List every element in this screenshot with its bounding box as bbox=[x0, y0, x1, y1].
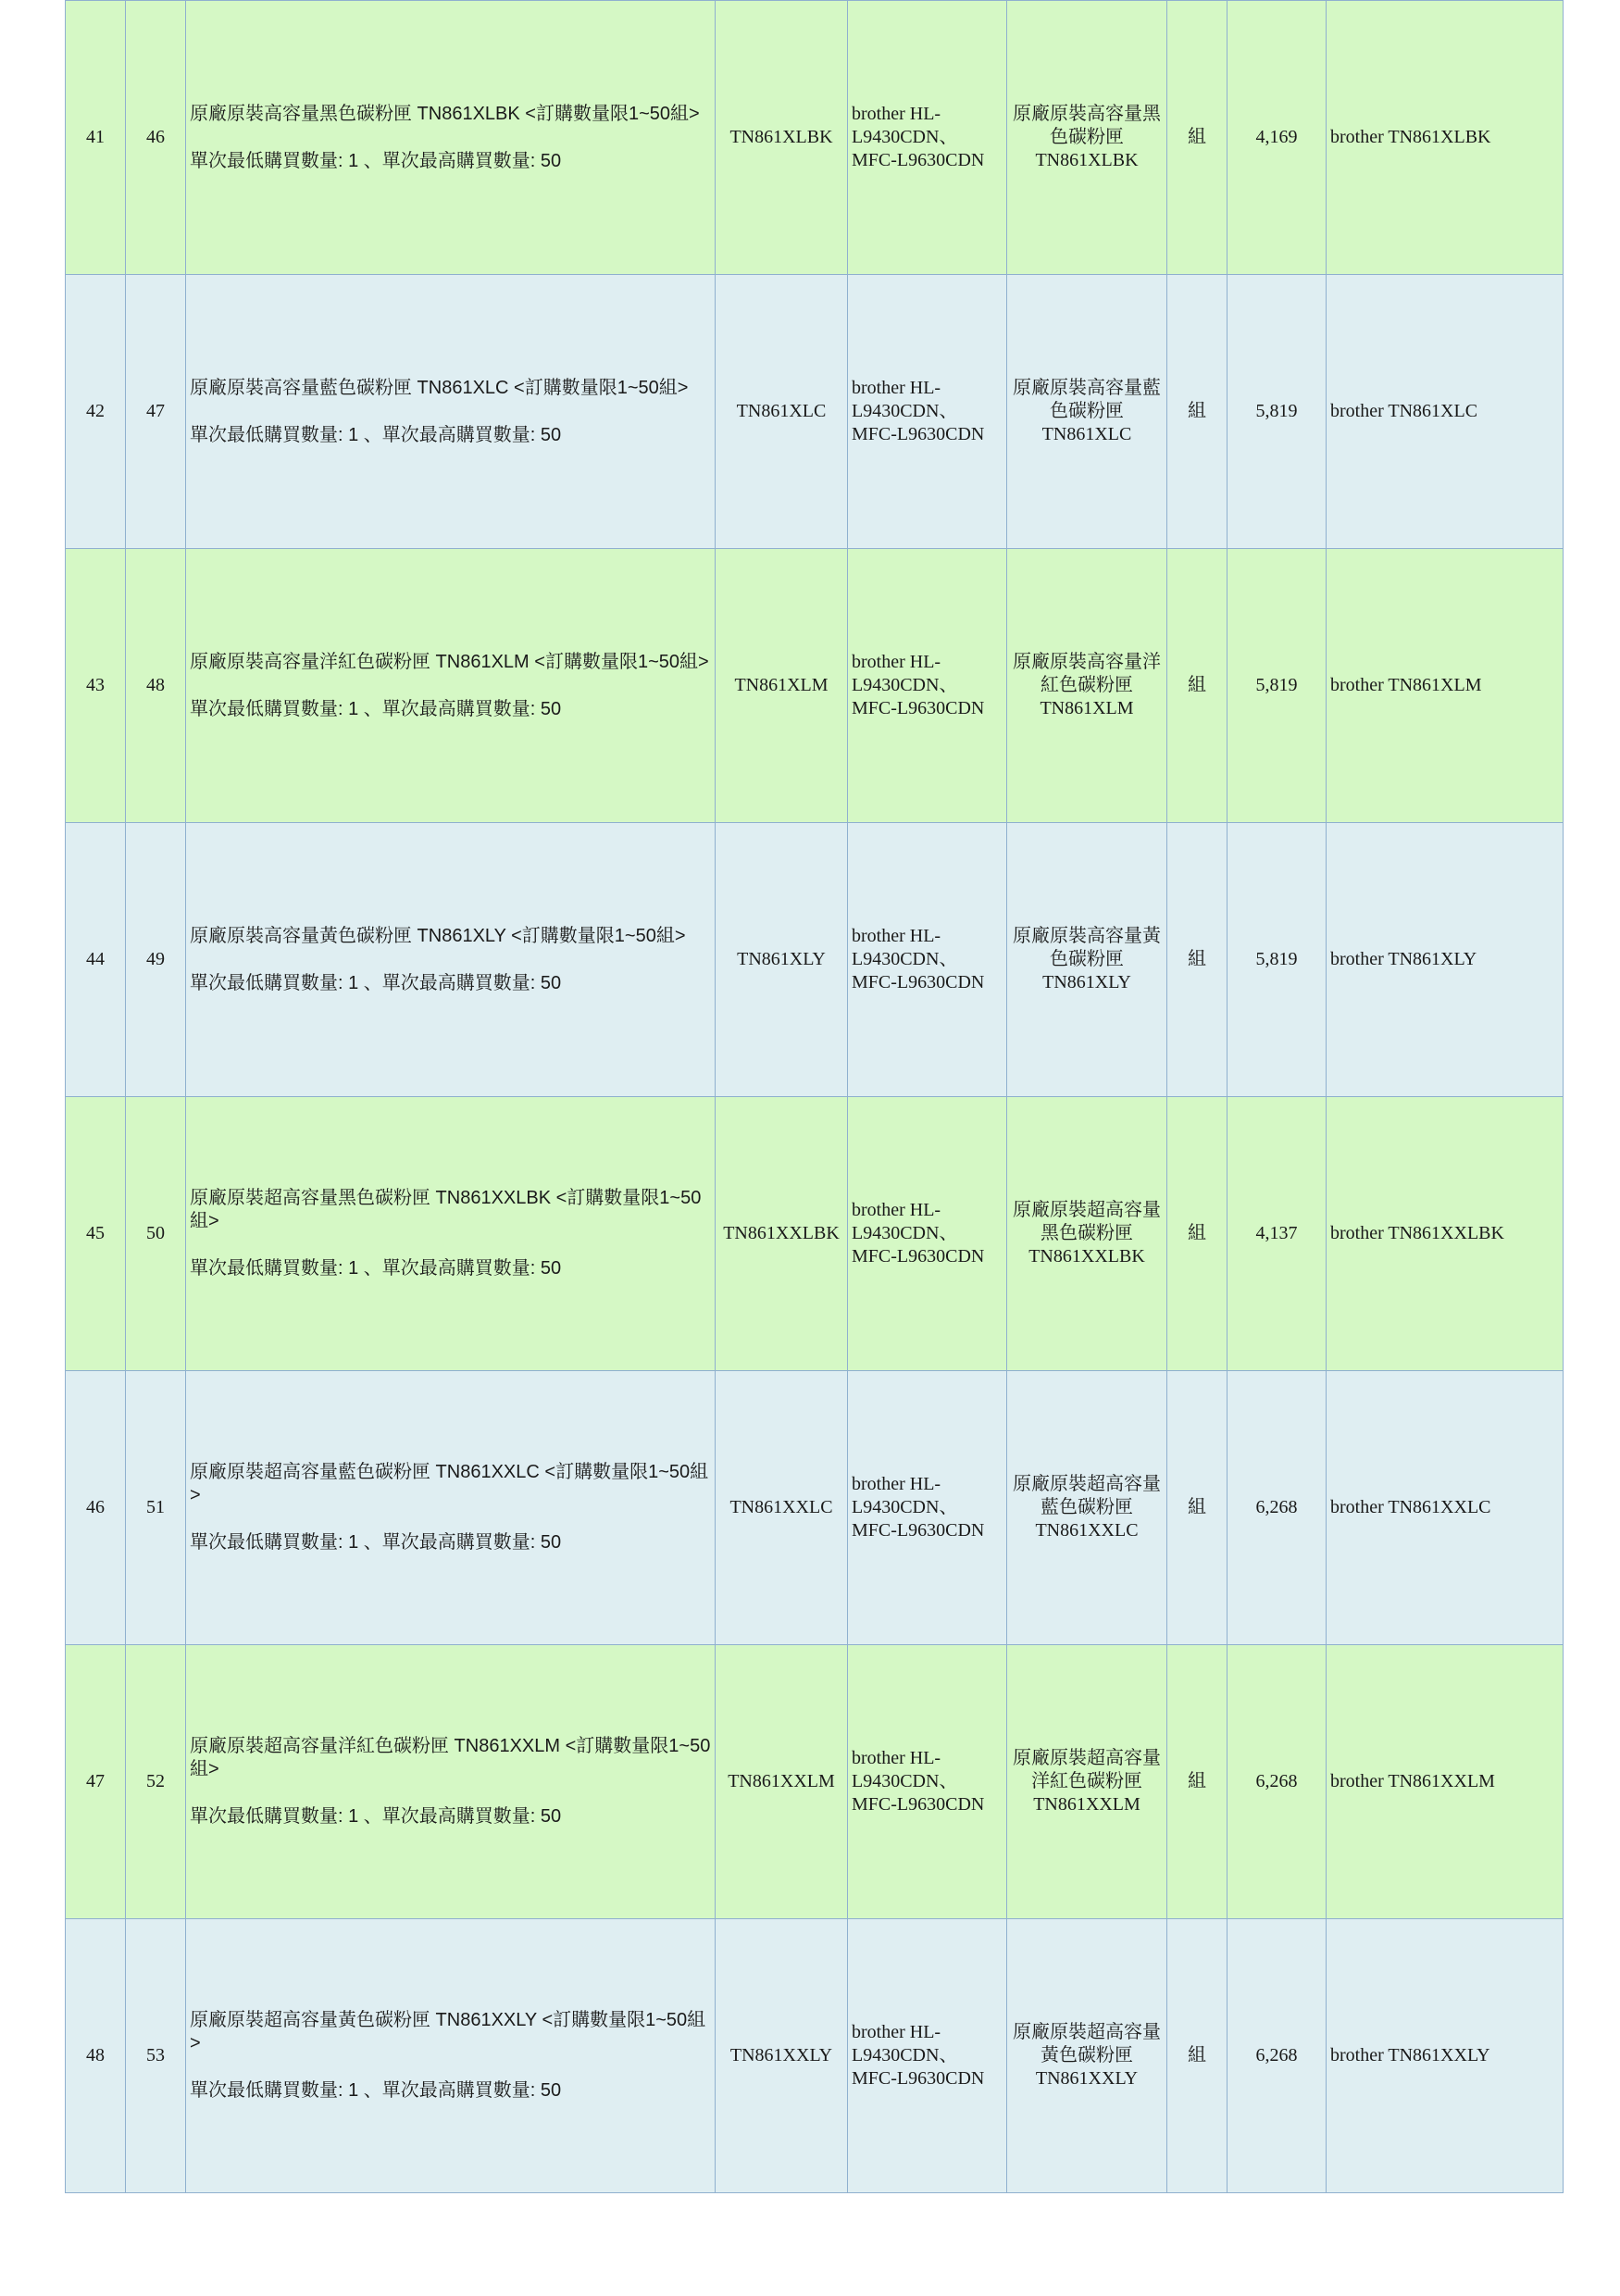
unit-price: 6,268 bbox=[1227, 1371, 1327, 1645]
description-text: 原廠原裝超高容量黃色碳粉匣 TN861XXLY <訂購數量限1~50組> bbox=[190, 2010, 706, 2053]
table-row bbox=[66, 1097, 1564, 1371]
unit-price: 6,268 bbox=[1227, 1919, 1327, 2193]
brand-model: brother TN861XXLC bbox=[1327, 1371, 1564, 1645]
product-name: 原廠原裝高容量黃色碳粉匣 TN861XLY bbox=[1007, 823, 1167, 1097]
table-row bbox=[66, 549, 1564, 823]
brand-model: brother TN861XXLY bbox=[1327, 1919, 1564, 2193]
row-index: 48 bbox=[66, 1919, 126, 2193]
item-number: 48 bbox=[126, 549, 186, 823]
row-index: 46 bbox=[66, 1371, 126, 1645]
row-index: 42 bbox=[66, 275, 126, 549]
item-description bbox=[186, 275, 716, 549]
row-index: 47 bbox=[66, 1645, 126, 1919]
unit-price: 5,819 bbox=[1227, 275, 1327, 549]
unit-price: 4,169 bbox=[1227, 1, 1327, 275]
item-description bbox=[186, 549, 716, 823]
model-number: TN861XLBK bbox=[716, 1, 848, 275]
item-number: 49 bbox=[126, 823, 186, 1097]
compatible-printers: brother HL-L9430CDN、MFC-L9630CDN bbox=[848, 823, 1007, 1097]
purchase-limit-text: 單次最低購買數量: 1 、單次最高購買數量: 50 bbox=[190, 424, 562, 445]
row-index: 44 bbox=[66, 823, 126, 1097]
model-number: TN861XXLC bbox=[716, 1371, 848, 1645]
product-name: 原廠原裝超高容量黃色碳粉匣 TN861XXLY bbox=[1007, 1919, 1167, 2193]
unit-price: 6,268 bbox=[1227, 1645, 1327, 1919]
description-text: 原廠原裝高容量黑色碳粉匣 TN861XLBK <訂購數量限1~50組> bbox=[190, 103, 700, 124]
unit: 組 bbox=[1167, 1919, 1227, 2193]
product-name: 原廠原裝高容量黑色碳粉匣 TN861XLBK bbox=[1007, 1, 1167, 275]
brand-model: brother TN861XLBK bbox=[1327, 1, 1564, 275]
description-text: 原廠原裝超高容量黑色碳粉匣 TN861XXLBK <訂購數量限1~50組> bbox=[190, 1188, 702, 1231]
unit-price: 4,137 bbox=[1227, 1097, 1327, 1371]
item-description bbox=[186, 1, 716, 275]
table-row bbox=[66, 1, 1564, 275]
item-number: 46 bbox=[126, 1, 186, 275]
product-name: 原廠原裝高容量藍色碳粉匣 TN861XLC bbox=[1007, 275, 1167, 549]
compatible-printers: brother HL-L9430CDN、MFC-L9630CDN bbox=[848, 1645, 1007, 1919]
product-name: 原廠原裝高容量洋紅色碳粉匣 TN861XLM bbox=[1007, 549, 1167, 823]
unit: 組 bbox=[1167, 275, 1227, 549]
unit-price: 5,819 bbox=[1227, 823, 1327, 1097]
purchase-limit-text: 單次最低購買數量: 1 、單次最高購買數量: 50 bbox=[190, 1532, 562, 1553]
compatible-printers: brother HL-L9430CDN、MFC-L9630CDN bbox=[848, 1, 1007, 275]
product-table bbox=[65, 0, 1564, 2193]
unit: 組 bbox=[1167, 1, 1227, 275]
description-text: 原廠原裝高容量藍色碳粉匣 TN861XLC <訂購數量限1~50組> bbox=[190, 377, 689, 398]
purchase-limit-text: 單次最低購買數量: 1 、單次最高購買數量: 50 bbox=[190, 698, 562, 719]
item-number: 51 bbox=[126, 1371, 186, 1645]
model-number: TN861XLC bbox=[716, 275, 848, 549]
item-description bbox=[186, 1371, 716, 1645]
item-number: 50 bbox=[126, 1097, 186, 1371]
compatible-printers: brother HL-L9430CDN、MFC-L9630CDN bbox=[848, 1919, 1007, 2193]
brand-model: brother TN861XLM bbox=[1327, 549, 1564, 823]
compatible-printers: brother HL-L9430CDN、MFC-L9630CDN bbox=[848, 1371, 1007, 1645]
table-row bbox=[66, 1371, 1564, 1645]
item-description bbox=[186, 1919, 716, 2193]
purchase-limit-text: 單次最低購買數量: 1 、單次最高購買數量: 50 bbox=[190, 150, 562, 171]
purchase-limit-text: 單次最低購買數量: 1 、單次最高購買數量: 50 bbox=[190, 972, 562, 993]
brand-model: brother TN861XLY bbox=[1327, 823, 1564, 1097]
table-row bbox=[66, 823, 1564, 1097]
model-number: TN861XLM bbox=[716, 549, 848, 823]
table-row bbox=[66, 275, 1564, 549]
model-number: TN861XXLM bbox=[716, 1645, 848, 1919]
unit: 組 bbox=[1167, 823, 1227, 1097]
model-number: TN861XXLY bbox=[716, 1919, 848, 2193]
description-text: 原廠原裝高容量洋紅色碳粉匣 TN861XLM <訂購數量限1~50組> bbox=[190, 651, 709, 672]
row-index: 45 bbox=[66, 1097, 126, 1371]
purchase-limit-text: 單次最低購買數量: 1 、單次最高購買數量: 50 bbox=[190, 1258, 562, 1279]
compatible-printers: brother HL-L9430CDN、MFC-L9630CDN bbox=[848, 1097, 1007, 1371]
compatible-printers: brother HL-L9430CDN、MFC-L9630CDN bbox=[848, 549, 1007, 823]
unit-price: 5,819 bbox=[1227, 549, 1327, 823]
product-name: 原廠原裝超高容量黑色碳粉匣 TN861XXLBK bbox=[1007, 1097, 1167, 1371]
row-index: 41 bbox=[66, 1, 126, 275]
brand-model: brother TN861XLC bbox=[1327, 275, 1564, 549]
unit: 組 bbox=[1167, 549, 1227, 823]
purchase-limit-text: 單次最低購買數量: 1 、單次最高購買數量: 50 bbox=[190, 2080, 562, 2101]
product-name: 原廠原裝超高容量洋紅色碳粉匣 TN861XXLM bbox=[1007, 1645, 1167, 1919]
description-text: 原廠原裝高容量黃色碳粉匣 TN861XLY <訂購數量限1~50組> bbox=[190, 925, 686, 946]
item-number: 52 bbox=[126, 1645, 186, 1919]
description-text: 原廠原裝超高容量洋紅色碳粉匣 TN861XXLM <訂購數量限1~50組> bbox=[190, 1736, 711, 1779]
brand-model: brother TN861XXLM bbox=[1327, 1645, 1564, 1919]
unit: 組 bbox=[1167, 1371, 1227, 1645]
document-page bbox=[65, 0, 1563, 2193]
model-number: TN861XLY bbox=[716, 823, 848, 1097]
item-description bbox=[186, 823, 716, 1097]
item-description bbox=[186, 1097, 716, 1371]
model-number: TN861XXLBK bbox=[716, 1097, 848, 1371]
item-number: 47 bbox=[126, 275, 186, 549]
product-name: 原廠原裝超高容量藍色碳粉匣 TN861XXLC bbox=[1007, 1371, 1167, 1645]
description-text: 原廠原裝超高容量藍色碳粉匣 TN861XXLC <訂購數量限1~50組> bbox=[190, 1462, 709, 1505]
table-row bbox=[66, 1919, 1564, 2193]
row-index: 43 bbox=[66, 549, 126, 823]
item-description bbox=[186, 1645, 716, 1919]
unit: 組 bbox=[1167, 1097, 1227, 1371]
purchase-limit-text: 單次最低購買數量: 1 、單次最高購買數量: 50 bbox=[190, 1806, 562, 1827]
item-number: 53 bbox=[126, 1919, 186, 2193]
compatible-printers: brother HL-L9430CDN、MFC-L9630CDN bbox=[848, 275, 1007, 549]
unit: 組 bbox=[1167, 1645, 1227, 1919]
table-row bbox=[66, 1645, 1564, 1919]
brand-model: brother TN861XXLBK bbox=[1327, 1097, 1564, 1371]
